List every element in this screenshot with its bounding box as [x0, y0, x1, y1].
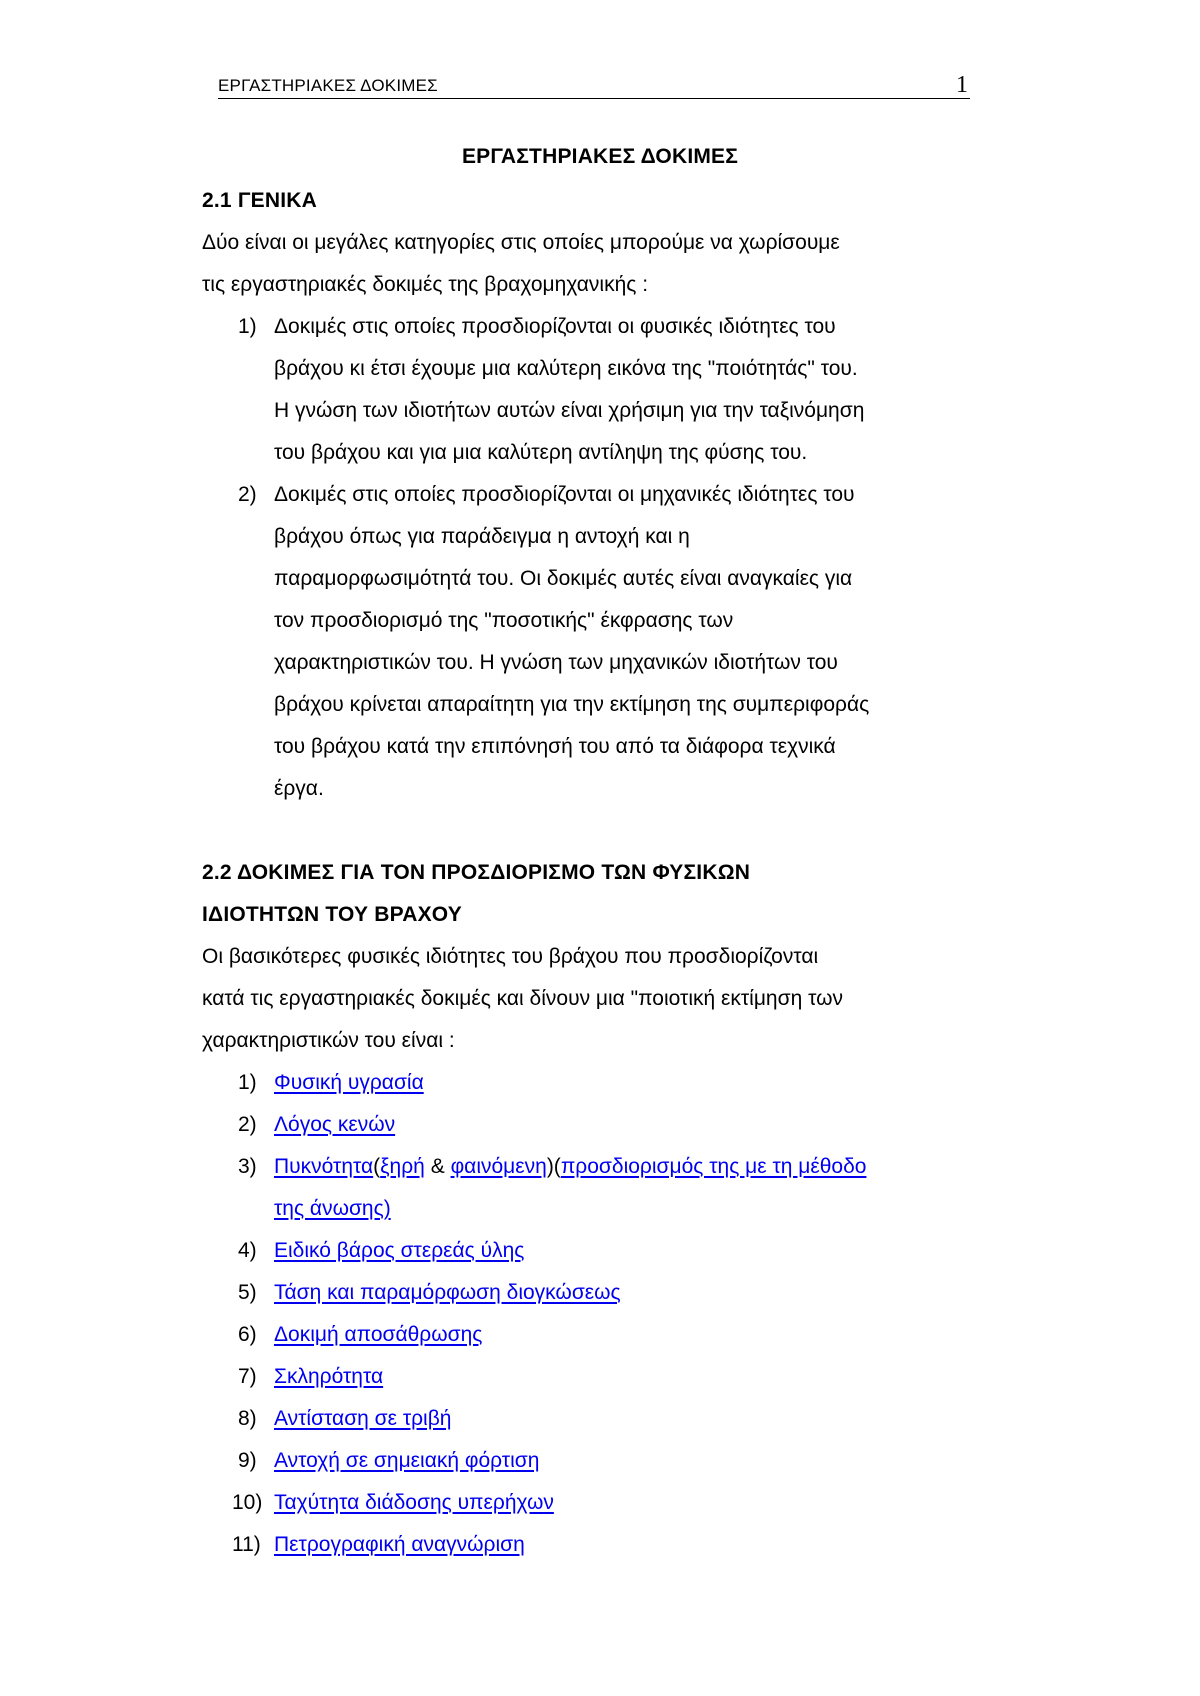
- link-natural-moisture[interactable]: Φυσική υγρασία: [274, 1071, 424, 1094]
- list-item: [202, 1146, 982, 1230]
- list-number: 9): [238, 1449, 257, 1472]
- list-line: έργα.: [274, 777, 324, 800]
- section-general: [202, 180, 982, 810]
- list-number: 1): [238, 315, 257, 338]
- list-item: [202, 1482, 982, 1524]
- section-heading: ΙΔΙΟΤΗΤΩΝ ΤΟΥ ΒΡΑΧΟΥ: [202, 903, 462, 926]
- page-header: [218, 70, 970, 99]
- link-density[interactable]: Πυκνότητα: [274, 1155, 374, 1178]
- link-swelling[interactable]: Τάση και παραμόρφωση διογκώσεως: [274, 1281, 621, 1304]
- document-title: [0, 145, 1200, 169]
- list-line: του βράχου κατά την επιπόνησή του από τα διάφορα τεχνικά: [274, 735, 836, 758]
- list-item: [202, 474, 982, 810]
- list-item: [202, 1230, 982, 1272]
- list-line: Η γνώση των ιδιοτήτων αυτών είναι χρήσιμη για την ταξινόμηση: [274, 399, 865, 422]
- list-item: [202, 1356, 982, 1398]
- document-title-text: ΕΡΓΑΣΤΗΡΙΑΚΕΣ ΔΟΚΙΜΕΣ: [461, 145, 739, 168]
- paren-text: )(: [546, 1155, 561, 1178]
- list-number: 7): [238, 1365, 257, 1388]
- link-specific-gravity[interactable]: Ειδικό βάρος στερεάς ύλης: [274, 1239, 525, 1262]
- section-physical-properties: [202, 852, 982, 1566]
- list-line: Δοκιμές στις οποίες προσδιορίζονται οι μηχανικές ιδιότητες του: [274, 483, 855, 506]
- list-line: παραμορφωσιμότητά του. Οι δοκιμές αυτές είναι αναγκαίες για: [274, 567, 853, 590]
- list-line: βράχου κι έτσι έχουμε μια καλύτερη εικόνα της "ποιότητάς" του.: [274, 357, 858, 380]
- link-void-ratio[interactable]: Λόγος κενών: [274, 1113, 396, 1136]
- link-abrasion-resistance[interactable]: Αντίσταση σε τριβή: [274, 1407, 452, 1430]
- list-number: 4): [238, 1239, 257, 1262]
- intro-line: τις εργαστηριακές δοκιμές της βραχομηχανικής :: [202, 273, 649, 296]
- section-heading: 2.1 ΓΕΝΙΚΑ: [202, 189, 317, 212]
- list-item: [202, 1272, 982, 1314]
- ampersand-text: &: [424, 1155, 451, 1178]
- list-line: [274, 1146, 982, 1188]
- list-number: 5): [238, 1281, 257, 1304]
- list-line: Δοκιμές στις οποίες προσδιορίζονται οι φυσικές ιδιότητες του: [274, 315, 836, 338]
- list-line: βράχου όπως για παράδειγμα η αντοχή και η: [274, 525, 690, 548]
- list-number: 2): [238, 483, 257, 506]
- list-item: [202, 1440, 982, 1482]
- list-number: 3): [238, 1155, 257, 1178]
- list-line: τον προσδιορισμό της "ποσοτικής" έκφρασης των: [274, 609, 734, 632]
- list-item: [202, 1524, 982, 1566]
- list-number: 6): [238, 1323, 257, 1346]
- list-line: χαρακτηριστικών του. Η γνώση των μηχανικών ιδιοτήτων του: [274, 651, 838, 674]
- category-list: [202, 306, 982, 810]
- list-item: [202, 1398, 982, 1440]
- link-buoyancy-method[interactable]: προσδιορισμός της με τη μέθοδο: [560, 1155, 867, 1178]
- link-slake-durability[interactable]: Δοκιμή αποσάθρωσης: [274, 1323, 483, 1346]
- list-number: 11): [232, 1533, 261, 1556]
- running-title: ΕΡΓΑΣΤΗΡΙΑΚΕΣ ΔΟΚΙΜΕΣ: [218, 76, 438, 95]
- list-number: 1): [238, 1071, 257, 1094]
- link-apparent-density[interactable]: φαινόμενη: [450, 1155, 547, 1178]
- link-buoyancy-method-cont[interactable]: της άνωσης): [274, 1197, 391, 1220]
- list-item: [202, 1314, 982, 1356]
- list-number: 2): [238, 1113, 257, 1136]
- list-line: βράχου κρίνεται απαραίτητη για την εκτίμηση της συμπεριφοράς: [274, 693, 870, 716]
- intro-line: Δύο είναι οι μεγάλες κατηγορίες στις οποίες μπορούμε να χωρίσουμε: [202, 231, 840, 254]
- list-item: [202, 1104, 982, 1146]
- link-petrographic[interactable]: Πετρογραφική αναγνώριση: [274, 1533, 525, 1556]
- link-point-load[interactable]: Αντοχή σε σημειακή φόρτιση: [274, 1449, 540, 1472]
- properties-list: [202, 1062, 982, 1566]
- intro-line: κατά τις εργαστηριακές δοκιμές και δίνουν μια "ποιοτική εκτίμηση των: [202, 987, 843, 1010]
- link-hardness[interactable]: Σκληρότητα: [274, 1365, 384, 1388]
- list-line: [274, 1188, 982, 1230]
- intro-line: Οι βασικότερες φυσικές ιδιότητες του βράχου που προσδιορίζονται: [202, 945, 819, 968]
- page-number: 1: [956, 72, 968, 98]
- paren-text: (: [373, 1155, 381, 1178]
- link-ultrasonic-velocity[interactable]: Ταχύτητα διάδοσης υπερήχων: [274, 1491, 554, 1514]
- list-number: 8): [238, 1407, 257, 1430]
- list-number: 10): [232, 1491, 263, 1514]
- list-item: [202, 1062, 982, 1104]
- link-dry-density[interactable]: ξηρή: [380, 1155, 425, 1178]
- list-item: [202, 306, 982, 474]
- list-line: του βράχου και για μια καλύτερη αντίληψη της φύσης του.: [274, 441, 808, 464]
- intro-line: χαρακτηριστικών του είναι :: [202, 1029, 455, 1052]
- section-heading: 2.2 ΔΟΚΙΜΕΣ ΓΙΑ ΤΟΝ ΠΡΟΣΔΙΟΡΙΣΜΟ ΤΩΝ ΦΥΣΙΚΩΝ: [202, 861, 751, 884]
